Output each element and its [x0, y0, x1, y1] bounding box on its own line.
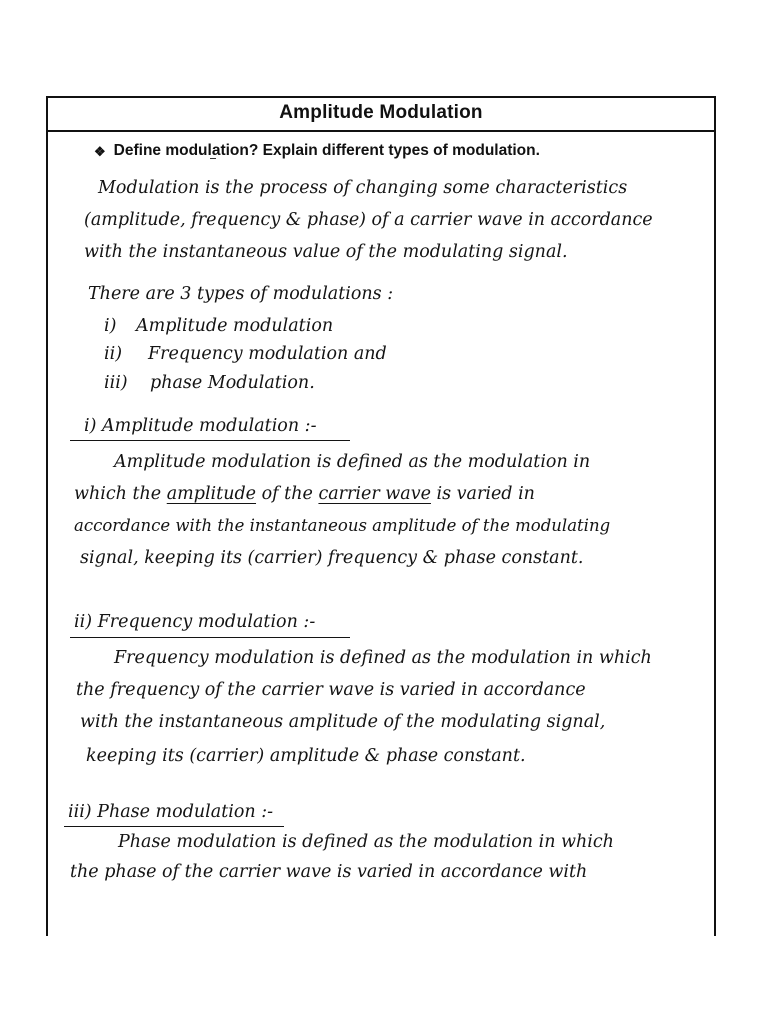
am-line-4: signal, keeping its (carrier) frequency & phase constant.: [80, 548, 584, 568]
am-line-1: Amplitude modulation is defined as the modulation in: [114, 452, 591, 472]
am-heading-underline: [70, 440, 350, 441]
types-intro: There are 3 types of modulations :: [88, 284, 394, 304]
fm-line-3: with the instantaneous amplitude of the modulating signal,: [80, 712, 606, 732]
am-line-2-d: carrier wave: [318, 484, 431, 504]
types-item-3-label: phase Modulation.: [150, 373, 315, 393]
definition-line-2: (amplitude, frequency & phase) of a carrier wave in accordance: [84, 210, 653, 230]
am-heading: i) Amplitude modulation :-: [84, 416, 317, 436]
pm-heading-underline: [64, 826, 284, 827]
am-line-2-b: amplitude: [166, 484, 257, 504]
fm-line-4: keeping its (carrier) amplitude & phase constant.: [86, 746, 526, 766]
am-line-2-e: is varied in: [436, 484, 535, 504]
types-item-1-num: i): [104, 316, 117, 336]
am-line-3: accordance with the instantaneous amplitude of the modulating: [74, 516, 611, 535]
am-line-2-c: of the: [261, 484, 313, 504]
pm-line-1: Phase modulation is defined as the modulation in which: [118, 832, 614, 852]
pm-heading: iii) Phase modulation :-: [68, 802, 274, 822]
fm-heading: ii) Frequency modulation :-: [74, 612, 316, 632]
fm-heading-underline: [70, 637, 350, 638]
definition-line-3: with the instantaneous value of the modulating signal.: [84, 242, 568, 262]
title-bar: [46, 96, 716, 132]
question-text: Define modulation? Explain different types of modulation.: [113, 142, 540, 159]
fm-line-2: the frequency of the carrier wave is varied in accordance: [76, 680, 586, 700]
question-line: [94, 142, 540, 160]
fm-line-1: Frequency modulation is defined as the modulation in which: [114, 648, 652, 668]
definition-line-1: Modulation is the process of changing some characteristics: [98, 178, 628, 198]
page-title: Amplitude Modulation: [279, 102, 483, 123]
types-item-2-num: ii): [104, 344, 123, 364]
four-diamond-bullet-icon: ❖: [94, 143, 106, 159]
types-item-2-label: Frequency modulation and: [148, 344, 387, 364]
types-item-1-label: Amplitude modulation: [136, 316, 334, 336]
types-item-3-num: iii): [104, 373, 128, 393]
pm-line-2: the phase of the carrier wave is varied in accordance with: [70, 862, 588, 882]
am-line-2-a: which the: [74, 484, 162, 504]
am-line-2: [74, 484, 535, 504]
